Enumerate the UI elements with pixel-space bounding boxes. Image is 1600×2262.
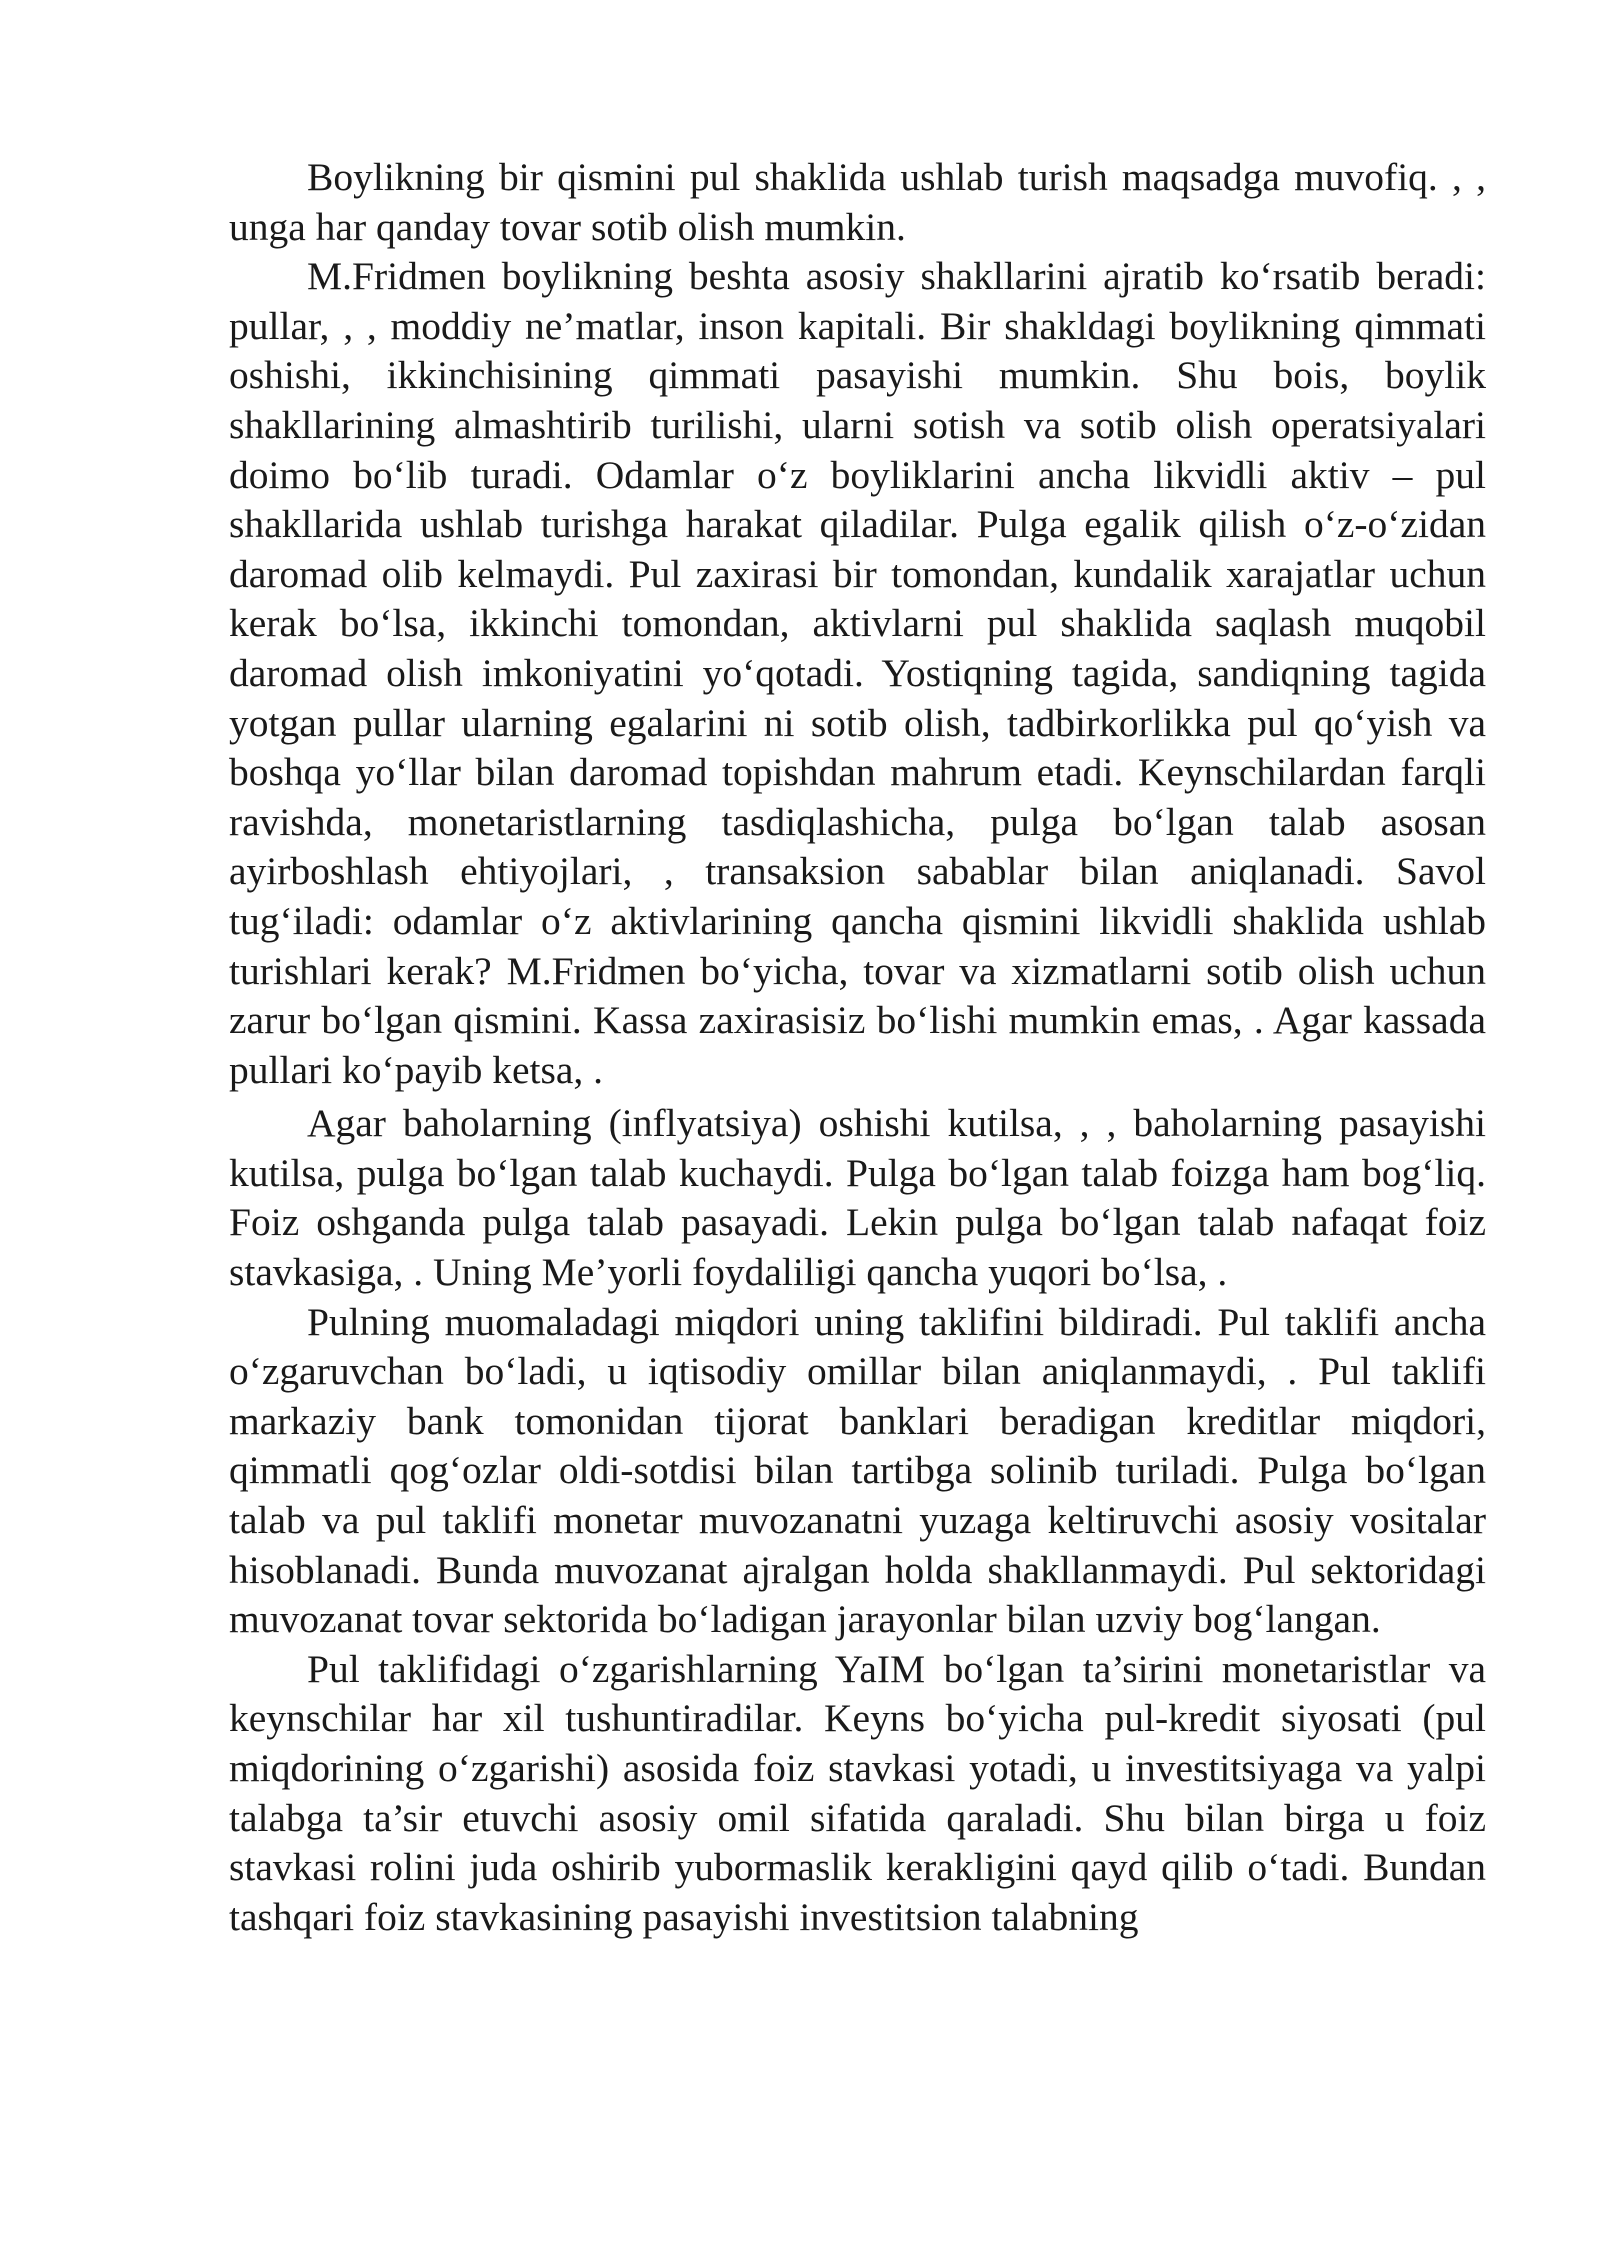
- paragraph-2: M.Fridmen boylikning beshta asosiy shakllarini ajratib ko‘rsatib beradi: pullar, , , moddiy ne’matlar, inson kapitali. Bir shakldagi boylikning qimmati oshishi, ikkinchisining qimmati pasayishi mumkin. Shu bois, boylik shakllarining almashtirib turilishi, ularni sotish va sotib olish operatsiyalari doimo bo‘lib turadi. Odamlar o‘z boyliklarini ancha likvidli aktiv – pul shakllarida ushlab turishga harakat qiladilar. Pulga egalik qilish o‘z-o‘zidan daromad olib kelmaydi. Pul zaxirasi bir tomondan, kundalik xarajatlar uchun kerak bo‘lsa, ikkinchi tomondan, aktivlarni pul shaklida saqlash muqobil daromad olish imkoniyatini yo‘qotadi. Yostiqning tagida, sandiqning tagida yotgan pullar ularning egalarini ni sotib olish, tadbirkorlikka pul qo‘yish va boshqa yo‘llar bilan daromad topishdan mahrum etadi. Keynschilardan farqli ravishda, monetaristlarning tasdiqlashicha, pulga bo‘lgan talab asosan ayirboshlash ehtiyojlari, , transaksion sabablar bilan aniqlanadi. Savol tug‘iladi: odamlar o‘z aktivlarining qancha qismini likvidli shaklida ushlab turishlari kerak? M.Fridmen bo‘yicha, tovar va xizmatlarni sotib olish uchun zarur bo‘lgan qismini. Kassa zaxirasisiz bo‘lishi mumkin emas, . Agar kassada pullari ko‘payib ketsa, .: [229, 254, 1486, 1092]
- paragraph-4: Pulning muomaladagi miqdori uning taklifini bildiradi. Pul taklifi ancha o‘zgaruvchan bo‘ladi, u iqtisodiy omillar bilan aniqlanmaydi, . Pul taklifi markaziy bank tomonidan tijorat banklari beradigan kreditlar miqdori, qimmatli qog‘ozlar oldi-sotdisi bilan tartibga solinib turiladi. Pulga bo‘lgan talab va pul taklifi monetar muvozanatni yuzaga keltiruvchi asosiy vositalar hisoblanadi. Bunda muvozanat ajralgan holda shakllanmaydi. Pul sektoridagi muvozanat tovar sektorida bo‘ladigan jarayonlar bilan uzviy bog‘langan.: [229, 1299, 1486, 1642]
- paragraph-3: Agar baholarning (inflyatsiya) oshishi kutilsa, , , baholarning pasayishi kutilsa, pulga bo‘lgan talab kuchaydi. Pulga bo‘lgan talab foizga ham bog‘liq. Foiz oshganda pulga talab pasayadi. Lekin pulga bo‘lgan talab nafaqat foiz stavkasiga, . Uning Me’yorli foydaliligi qancha yuqori bo‘lsa, .: [229, 1101, 1486, 1295]
- paragraph-5: Pul taklifidagi o‘zgarishlarning YaIM bo‘lgan ta’sirini monetaristlar va keynschilar har xil tushuntiradilar. Keyns bo‘yicha pul-kredit siyosati (pul miqdorining o‘zgarishi) asosida foiz stavkasi yotadi, u investitsiyaga va yalpi talabga ta’sir etuvchi asosiy omil sifatida qaraladi. Shu bilan birga u foiz stavkasi rolini juda oshirib yubormaslik kerakligini qayd qilib o‘tadi. Bundan tashqari foiz stavkasining pasayishi investitsion talabning: [229, 1646, 1486, 1939]
- paragraph-1: Boylikning bir qismini pul shaklida ushlab turish maqsadga muvofiq. , , unga har qanday tovar sotib olish mumkin.: [229, 155, 1486, 249]
- body-text: [229, 153, 1486, 1942]
